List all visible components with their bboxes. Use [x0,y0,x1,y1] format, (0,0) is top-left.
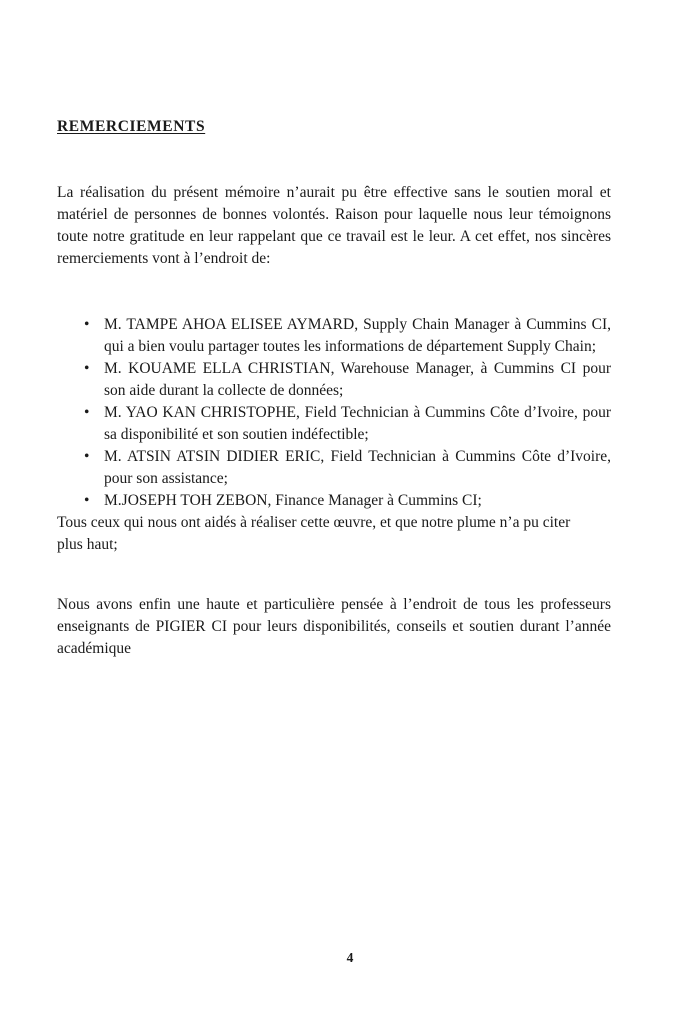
bullet-icon: • [84,492,90,509]
page-number: 4 [346,950,354,965]
closing-line: Tous ceux qui nous ont aidés à réaliser cette œuvre, et que notre plume n’a pu citer plus haut; [57,514,571,553]
list-item-text: M. KOUAME ELLA CHRISTIAN, Warehouse Manager, à Cummins CI pour son aide durant la collecte de données; [104,360,611,399]
acknowledgment-list [57,314,611,512]
bullet-icon: • [84,316,90,333]
page-title: REMERCIEMENTS [57,118,206,135]
list-item [57,446,611,490]
list-item [57,314,611,358]
list-item-text: M.JOSEPH TOH ZEBON, Finance Manager à Cummins CI; [104,492,482,509]
intro-paragraph: La réalisation du présent mémoire n’aurait pu être effective sans le soutien moral et matériel de personnes de bonnes volontés. Raison pour laquelle nous leur témoignons toute notre gratitude en leur rappelant que ce travail est le leur. A cet effet, nos sincères remerciements vont à l’endroit de: [57,184,611,267]
list-item-text: M. YAO KAN CHRISTOPHE, Field Technician à Cummins Côte d’Ivoire, pour sa disponibilité et son soutien indéfectible; [104,404,611,443]
final-paragraph: Nous avons enfin une haute et particulière pensée à l’endroit de tous les professeurs enseignants de PIGIER CI pour leurs disponibilités, conseils et soutien durant l’année académique [57,596,611,657]
bullet-icon: • [84,360,90,377]
bullet-icon: • [84,404,90,421]
list-item [57,402,611,446]
bullet-icon: • [84,448,90,465]
list-item-text: M. ATSIN ATSIN DIDIER ERIC, Field Technician à Cummins Côte d’Ivoire, pour son assistance; [104,448,611,487]
list-item-text: M. TAMPE AHOA ELISEE AYMARD, Supply Chain Manager à Cummins CI, qui a bien voulu partager toutes les informations de département Supply Chain; [104,316,611,355]
list-item [57,358,611,402]
document-content [57,118,611,660]
list-item [57,490,611,512]
